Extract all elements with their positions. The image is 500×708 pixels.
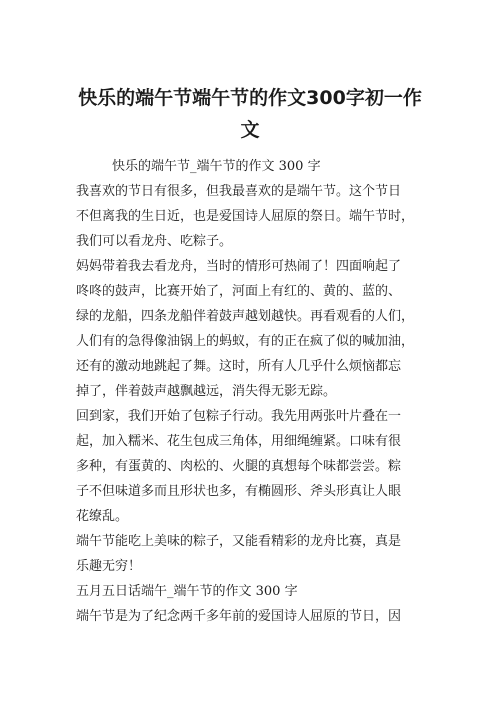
body-line: 绿的龙船，四条龙船伴着鼓声越划越快。再看观看的人们， bbox=[76, 309, 415, 324]
body-line: 多种，有蛋黄的、肉松的、火腿的真想每个味都尝尝。粽 bbox=[76, 459, 402, 474]
subtitle-line: 快乐的端午节_端午节的作文 300 字 bbox=[112, 159, 321, 174]
body-line: 起，加入糯米、花生包成三角体，用细绳缠紧。口味有很 bbox=[76, 434, 402, 449]
body-line: 还有的激动地跳起了舞。这时，所有人几乎什么烦恼都忘 bbox=[76, 359, 402, 374]
title-line: 快乐的端午节端午节的作文300字初一作 bbox=[78, 87, 422, 109]
document-body bbox=[76, 154, 426, 629]
body-line: 掉了，伴着鼓声越飘越远，消失得无影无踪。 bbox=[76, 384, 337, 399]
body-line: 乐趣无穷！ bbox=[76, 559, 142, 574]
body-line: 咚咚的鼓声，比赛开始了，河面上有红的、黄的、蓝的、 bbox=[76, 284, 402, 299]
body-line: 端午节能吃上美味的粽子，又能看精彩的龙舟比赛，真是 bbox=[76, 534, 402, 549]
body-line: 端午节是为了纪念两千多年前的爱国诗人屈原的节日，因 bbox=[76, 609, 402, 624]
body-line: 回到家，我们开始了包粽子行动。我先用两张叶片叠在一 bbox=[76, 409, 402, 424]
body-line: 我喜欢的节日有很多，但我最喜欢的是端午节。这个节日 bbox=[76, 184, 402, 199]
section-heading-line: 五月五日话端午_端午节的作文 300 字 bbox=[76, 584, 298, 599]
body-line: 妈妈带着我去看龙舟，当时的情形可热闹了！四面响起了 bbox=[76, 259, 402, 274]
body-line: 我们可以看龙舟、吃粽子。 bbox=[76, 234, 233, 249]
document-title bbox=[70, 82, 430, 146]
body-line: 人们有的急得像油锅上的蚂蚁，有的正在疯了似的喊加油， bbox=[76, 334, 415, 349]
body-line: 子不但味道多而且形状也多，有椭圆形、斧头形真让人眼 bbox=[76, 484, 402, 499]
body-line: 花缭乱。 bbox=[76, 509, 129, 524]
body-line: 不但离我的生日近，也是爱国诗人屈原的祭日。端午节时， bbox=[76, 209, 415, 224]
title-line: 文 bbox=[240, 119, 260, 141]
